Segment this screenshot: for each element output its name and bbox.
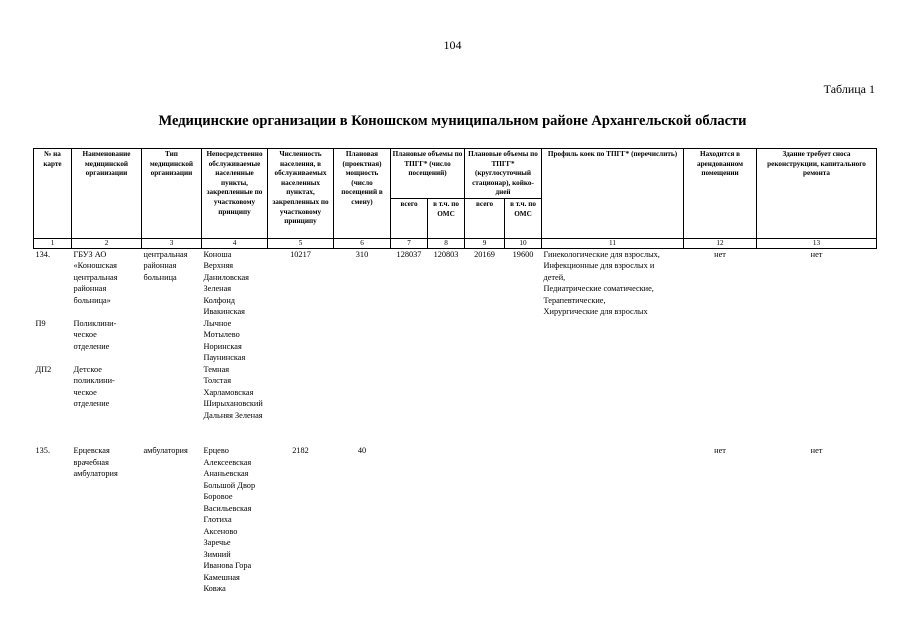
bed-profile-cell <box>542 248 684 421</box>
settlement: Аксеново <box>203 526 238 536</box>
text-line: Поликлини- <box>73 318 117 328</box>
settlement: Харламовская <box>203 387 254 397</box>
inpatient-total-cell: 20169 <box>474 249 495 259</box>
settlement: Дальняя Зеленая <box>203 410 263 420</box>
demolition-cell: нет <box>810 249 823 259</box>
organization-name-cell <box>72 248 142 421</box>
settlement: Алексеевская <box>203 457 252 467</box>
text-line: отделение <box>73 399 110 409</box>
text-line: Детское <box>73 364 102 374</box>
column-number: 10 <box>505 238 542 248</box>
settlement: Зимний <box>203 549 231 559</box>
settlement: Глотиха <box>203 515 232 525</box>
column-number: 8 <box>428 238 465 248</box>
settlement: Норинская <box>203 341 242 351</box>
visits-total-cell <box>391 445 428 595</box>
text-line: Хирургические для взрослых <box>543 307 648 317</box>
table-label: Таблица 1 <box>823 82 875 96</box>
column-number: 6 <box>334 238 391 248</box>
organization-name-cell <box>72 445 142 595</box>
text-line: центральная <box>143 249 188 259</box>
text-line: ческое <box>73 387 97 397</box>
unit-code: П9 <box>35 318 46 328</box>
inpatient-total-cell <box>465 445 505 595</box>
population-cell: 10217 <box>290 249 311 259</box>
settlement: Темная <box>203 364 230 374</box>
header-demolition: Здание требует сноса реконструкции, капитального ремонта <box>757 149 877 239</box>
header-inpatient-oms: в т.ч. по ОМС <box>505 198 542 238</box>
settlement: Зеленая <box>203 284 232 294</box>
settlement: Иванова Гора <box>203 561 252 571</box>
settlement: Толстая <box>203 376 232 386</box>
settlement: Ковжа <box>203 584 226 594</box>
settlement: Васильевская <box>203 503 252 513</box>
settlement: Ерцево <box>203 446 229 456</box>
text-line: Ерцевская <box>73 446 110 456</box>
settlement: Паунинская <box>203 353 246 363</box>
text-line: ГБУЗ АО <box>73 249 107 259</box>
text-line: Инфекционные для взрослых и <box>543 261 655 271</box>
column-number: 12 <box>684 238 757 248</box>
text-line: больница <box>143 272 177 282</box>
text-line: ческое <box>73 330 97 340</box>
capacity-cell: 310 <box>355 249 369 259</box>
row-number: 134. <box>35 249 51 259</box>
settlement: Мотылево <box>203 330 240 340</box>
table-row <box>34 248 877 421</box>
text-line: Гинекологические для взрослых, <box>543 249 660 259</box>
header-visits-total: всего <box>391 198 428 238</box>
organization-type-cell <box>142 248 202 421</box>
settlement: Верхняя <box>203 261 234 271</box>
settlement: Боровое <box>203 492 233 502</box>
settlement: Лычное <box>203 318 232 328</box>
settlement: Ширыхановский <box>203 399 263 409</box>
inpatient-oms-cell <box>505 445 542 595</box>
settlement: Камешная <box>203 572 240 582</box>
column-number: 7 <box>391 238 428 248</box>
settlements-cell <box>202 248 268 421</box>
header-inpatient-total: всего <box>465 198 505 238</box>
page-number: 104 <box>443 38 462 52</box>
inpatient-oms-cell: 19600 <box>512 249 534 259</box>
column-number-row <box>34 238 877 248</box>
text-line: врачебная <box>73 457 109 467</box>
population-cell: 2182 <box>292 446 309 456</box>
text-line: поликлини- <box>73 376 115 386</box>
row-number: 135. <box>35 446 51 456</box>
column-number: 13 <box>757 238 877 248</box>
header-rented: Находится в арендованном помещении <box>684 149 757 239</box>
header-capacity: Плановая (проектная) мощность (число посещений в смену) <box>334 149 391 239</box>
row-number-cell <box>34 445 72 595</box>
column-number: 1 <box>34 238 72 248</box>
header-inpatient: Плановые объемы по ТПГГ* (круглосуточный стационар), койко-дней <box>465 149 542 199</box>
column-number: 4 <box>202 238 268 248</box>
rented-cell: нет <box>714 249 726 259</box>
settlement: Ивакинская <box>203 307 245 317</box>
unit-code: ДП2 <box>35 364 52 374</box>
visits-oms-cell: 120803 <box>433 249 459 259</box>
text-line: больница» <box>73 295 111 305</box>
header-population: Численность населения, в обслуживаемых населенных пунктах, закрепленных по участковому принципу <box>268 149 334 239</box>
header-name: Наименование медицинской организации <box>72 149 142 239</box>
text-line: Терапевтические, <box>543 295 606 305</box>
header-num: № на карте <box>34 149 72 239</box>
text-line: «Коношская <box>73 261 117 271</box>
visits-total-cell: 128037 <box>396 249 422 259</box>
column-number: 9 <box>465 238 505 248</box>
header-profile: Профиль коек по ТПГГ* (перечислить) <box>542 149 684 239</box>
column-number: 5 <box>268 238 334 248</box>
header-settlements: Непосредственно обслуживаемые населенные пункты, закрепленные по участковому принципу <box>202 149 268 239</box>
settlement: Большой Двор <box>203 480 256 490</box>
capacity-cell: 40 <box>357 446 367 456</box>
settlement: Даниловская <box>203 272 249 282</box>
column-number: 3 <box>142 238 202 248</box>
medical-organizations-table <box>33 148 877 595</box>
text-line: Педиатрические соматические, <box>543 284 654 294</box>
row-number-cell <box>34 248 72 421</box>
demolition-cell: нет <box>810 446 823 456</box>
text-line: амбулатория <box>73 469 118 479</box>
column-number: 11 <box>542 238 684 248</box>
settlement: Коноша <box>203 249 232 259</box>
rented-cell: нет <box>714 446 726 456</box>
text-line: амбулатория <box>143 446 188 456</box>
document-title: Медицинские организации в Коношском муниципальном районе Архангельской области <box>158 113 747 129</box>
text-line: детей, <box>543 272 566 282</box>
settlement: Колфонд <box>203 295 235 305</box>
settlements-cell <box>202 445 268 595</box>
settlement: Ананьевская <box>203 469 249 479</box>
settlement: Заречье <box>203 538 231 548</box>
column-number: 2 <box>72 238 142 248</box>
header-visits: Плановые объемы по ТПГГ* (число посещений) <box>391 149 465 199</box>
table-row <box>34 445 877 595</box>
text-line: центральная <box>73 272 118 282</box>
text-line: районная <box>143 261 177 271</box>
text-line: районная <box>73 284 107 294</box>
visits-oms-cell <box>428 445 465 595</box>
header-visits-oms: в т.ч. по ОМС <box>428 198 465 238</box>
bed-profile-cell <box>542 445 684 595</box>
organization-type-cell <box>142 445 202 595</box>
header-type: Тип медицинской организации <box>142 149 202 239</box>
text-line: отделение <box>73 341 110 351</box>
